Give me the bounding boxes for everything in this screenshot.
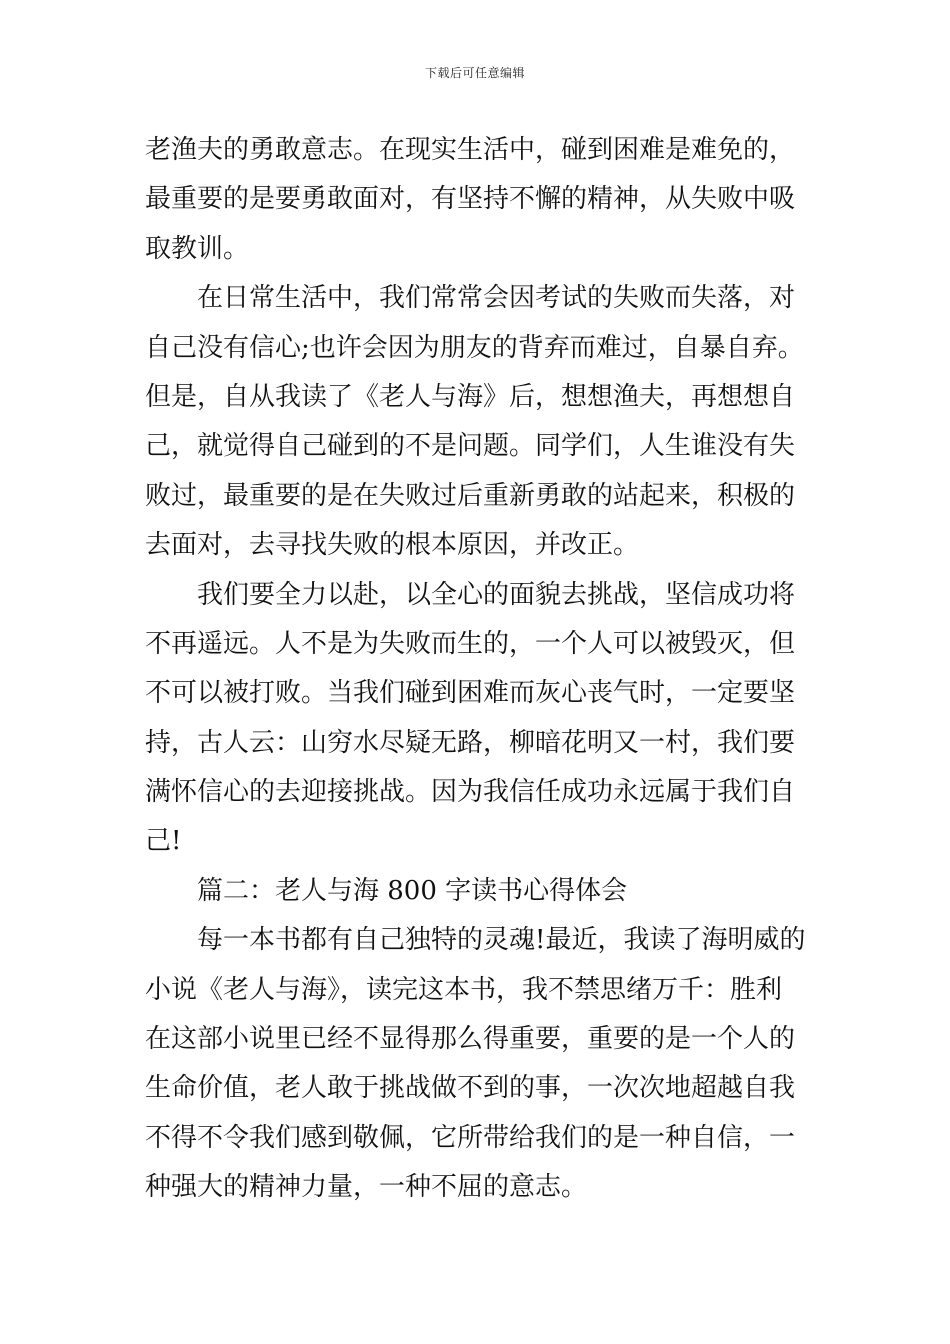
- section-heading: [145, 867, 810, 916]
- paragraph-1: [145, 126, 810, 274]
- text-line: 己!: [145, 826, 182, 857]
- text-line: 败过，最重要的是在失败过后重新勇敢的站起来，积极的: [145, 480, 796, 511]
- heading-line: 篇二：老人与海 800 字读书心得体会: [197, 875, 628, 906]
- text-line: 去面对，去寻找失败的根本原因，并改正。: [145, 530, 640, 561]
- text-line: 我们要全力以赴，以全心的面貌去挑战，坚信成功将: [197, 579, 796, 610]
- paragraph-3: [145, 571, 810, 867]
- text-line: 但是，自从我读了《老人与海》后，想想渔夫，再想想自: [145, 381, 796, 412]
- text-line: 种强大的精神力量，一种不屈的意志。: [145, 1172, 588, 1203]
- text-line: 满怀信心的去迎接挑战。因为我信任成功永远属于我们自: [145, 777, 796, 808]
- text-line: 不得不令我们感到敬佩，它所带给我们的是一种自信，一: [145, 1122, 796, 1153]
- text-line: 持，古人云：山穷水尽疑无路，柳暗花明又一村，我们要: [145, 727, 796, 758]
- text-line: 不可以被打败。当我们碰到困难而灰心丧气时，一定要坚: [145, 678, 796, 709]
- document-body: [145, 126, 810, 1213]
- text-line: 取教训。: [145, 233, 250, 264]
- text-line: 自己没有信心;也许会因为朋友的背弃而难过，自暴自弃。: [145, 332, 804, 363]
- paragraph-2: [145, 274, 810, 570]
- text-line: 在日常生活中，我们常常会因考试的失败而失落，对: [197, 283, 796, 314]
- paragraph-4: [145, 916, 810, 1212]
- text-line: 每一本书都有自己独特的灵魂!最近，我读了海明威的: [197, 925, 806, 956]
- text-line: 生命价值，老人敢于挑战做不到的事，一次次地超越自我: [145, 1073, 796, 1104]
- text-line: 在这部小说里已经不显得那么得重要，重要的是一个人的: [145, 1024, 796, 1055]
- text-line: 小说《老人与海》，读完这本书，我不禁思绪万千：胜利: [145, 974, 783, 1005]
- text-line: 己，就觉得自己碰到的不是问题。同学们，人生谁没有失: [145, 431, 796, 462]
- page-header: 下载后可任意编辑: [424, 66, 525, 80]
- text-line: 最重要的是要勇敢面对，有坚持不懈的精神，从失败中吸: [145, 184, 796, 215]
- text-line: 不再遥远。人不是为失败而生的，一个人可以被毁灭，但: [145, 628, 796, 659]
- text-line: 老渔夫的勇敢意志。在现实生活中，碰到困难是难免的，: [145, 135, 796, 165]
